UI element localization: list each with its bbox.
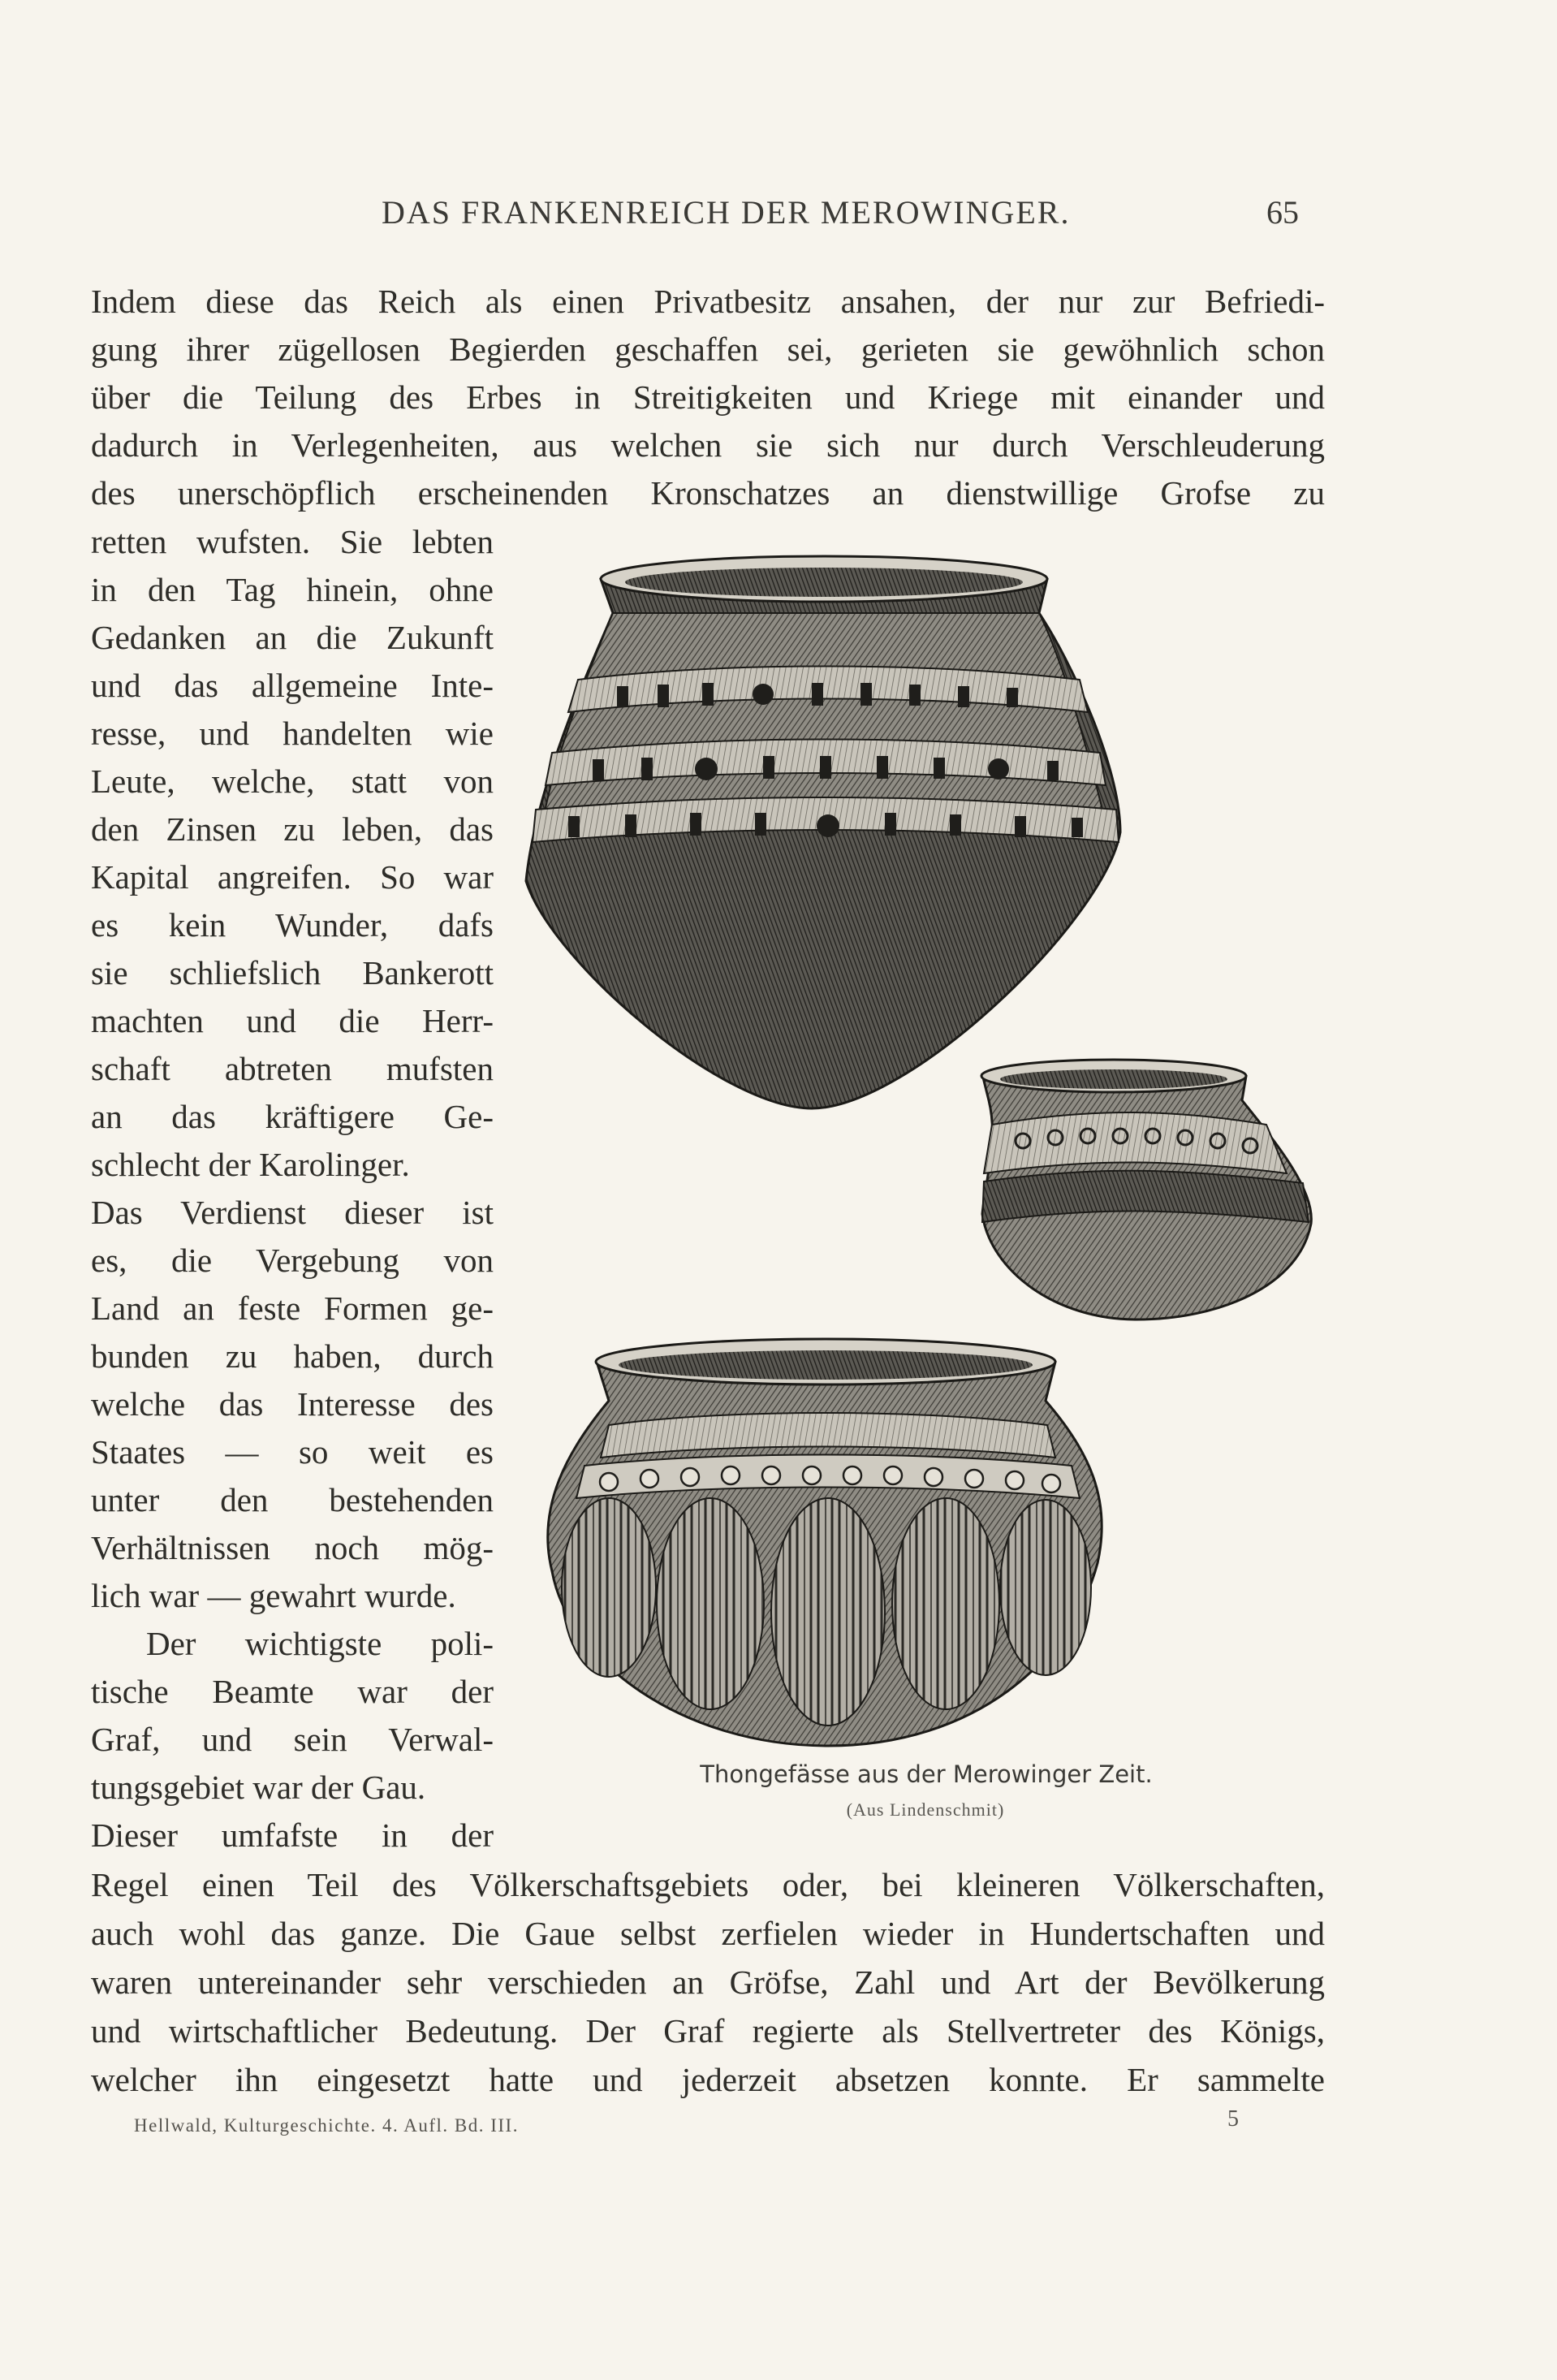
text-line: Dieser umfafste in der <box>91 1816 494 1854</box>
text-line: und wirtschaftlicher Bedeutung. Der Graf regierte als Stellvertreter des Königs, <box>91 2012 1325 2050</box>
text-line: welcher ihn eingesetzt hatte und jederzeit absetzen konnte. Er sammelte <box>91 2061 1325 2098</box>
text-line: bunden zu haben, durch <box>91 1337 494 1375</box>
text-line: lich war — gewahrt wurde. <box>91 1577 456 1614</box>
page-number: 65 <box>1266 194 1299 231</box>
pottery-engraving <box>520 540 1331 1758</box>
text-line: Graf, und sein Verwal- <box>91 1721 494 1758</box>
small-pot <box>981 1060 1311 1320</box>
text-line: Regel einen Teil des Völkerschaftsgebiets oder, bei kleineren Völkerschaften, <box>91 1866 1325 1903</box>
text-line: Leute, welche, statt von <box>91 762 494 800</box>
text-line: Gedanken an die Zukunft <box>91 619 494 656</box>
running-head <box>0 193 1557 242</box>
text-line: welche das Interesse des <box>91 1385 494 1423</box>
text-line: auch wohl das ganze. Die Gaue selbst zerfielen wieder in Hundertschaften und <box>91 1915 1325 1952</box>
text-line: tungsgebiet war der Gau. <box>91 1769 426 1806</box>
large-urn <box>526 556 1120 1108</box>
text-line: es, die Vergebung von <box>91 1242 494 1279</box>
footer-citation: Hellwald, Kulturgeschichte. 4. Aufl. Bd. III. <box>134 2115 519 2136</box>
figure-source: (Aus Lindenschmit) <box>846 1799 1005 1820</box>
fluted-pot <box>548 1339 1102 1746</box>
text-line: tische Beamte war der <box>91 1673 494 1710</box>
text-line: unter den bestehenden <box>91 1481 494 1518</box>
text-line: an das kräftigere Ge- <box>91 1098 494 1135</box>
text-line: schlecht der Karolinger. <box>91 1146 410 1183</box>
text-line: Kapital angreifen. So war <box>91 858 494 896</box>
text-line: und das allgemeine Inte- <box>91 667 494 704</box>
running-title: DAS FRANKENREICH DER MEROWINGER. <box>382 194 1071 231</box>
text-line: machten und die Herr- <box>91 1002 494 1039</box>
text-line: Indem diese das Reich als einen Privatbesitz ansahen, der nur zur Befriedi- <box>91 283 1325 320</box>
figure-caption: Thongefässe aus der Merowinger Zeit. <box>700 1760 1153 1788</box>
text-line: Staates — so weit es <box>91 1433 494 1471</box>
text-line: schaft abtreten mufsten <box>91 1050 494 1087</box>
text-line: Das Verdienst dieser ist <box>91 1194 494 1231</box>
text-line: gung ihrer zügellosen Begierden geschaffen sei, gerieten sie gewöhnlich schon <box>91 330 1325 368</box>
text-line: Verhältnissen noch mög- <box>91 1529 494 1566</box>
text-line: retten wufsten. Sie lebten <box>91 523 494 560</box>
text-line: waren untereinander sehr verschieden an Gröfse, Zahl und Art der Bevölkerung <box>91 1963 1325 2001</box>
text-line: über die Teilung des Erbes in Streitigkeiten und Kriege mit einander und <box>91 378 1325 416</box>
text-line: resse, und handelten wie <box>91 715 494 752</box>
text-line: den Zinsen zu leben, das <box>91 810 494 848</box>
text-line: Land an feste Formen ge- <box>91 1289 494 1327</box>
signature-mark: 5 <box>1227 2106 1239 2132</box>
text-line: in den Tag hinein, ohne <box>91 571 494 608</box>
text-line: Der wichtigste poli- <box>146 1625 494 1662</box>
text-line: des unerschöpflich erscheinenden Kronschatzes an dienstwillige Grofse zu <box>91 474 1325 512</box>
text-line: es kein Wunder, dafs <box>91 906 494 944</box>
text-line: sie schliefslich Bankerott <box>91 954 494 991</box>
text-line: dadurch in Verlegenheiten, aus welchen sie sich nur durch Verschleuderung <box>91 426 1325 464</box>
